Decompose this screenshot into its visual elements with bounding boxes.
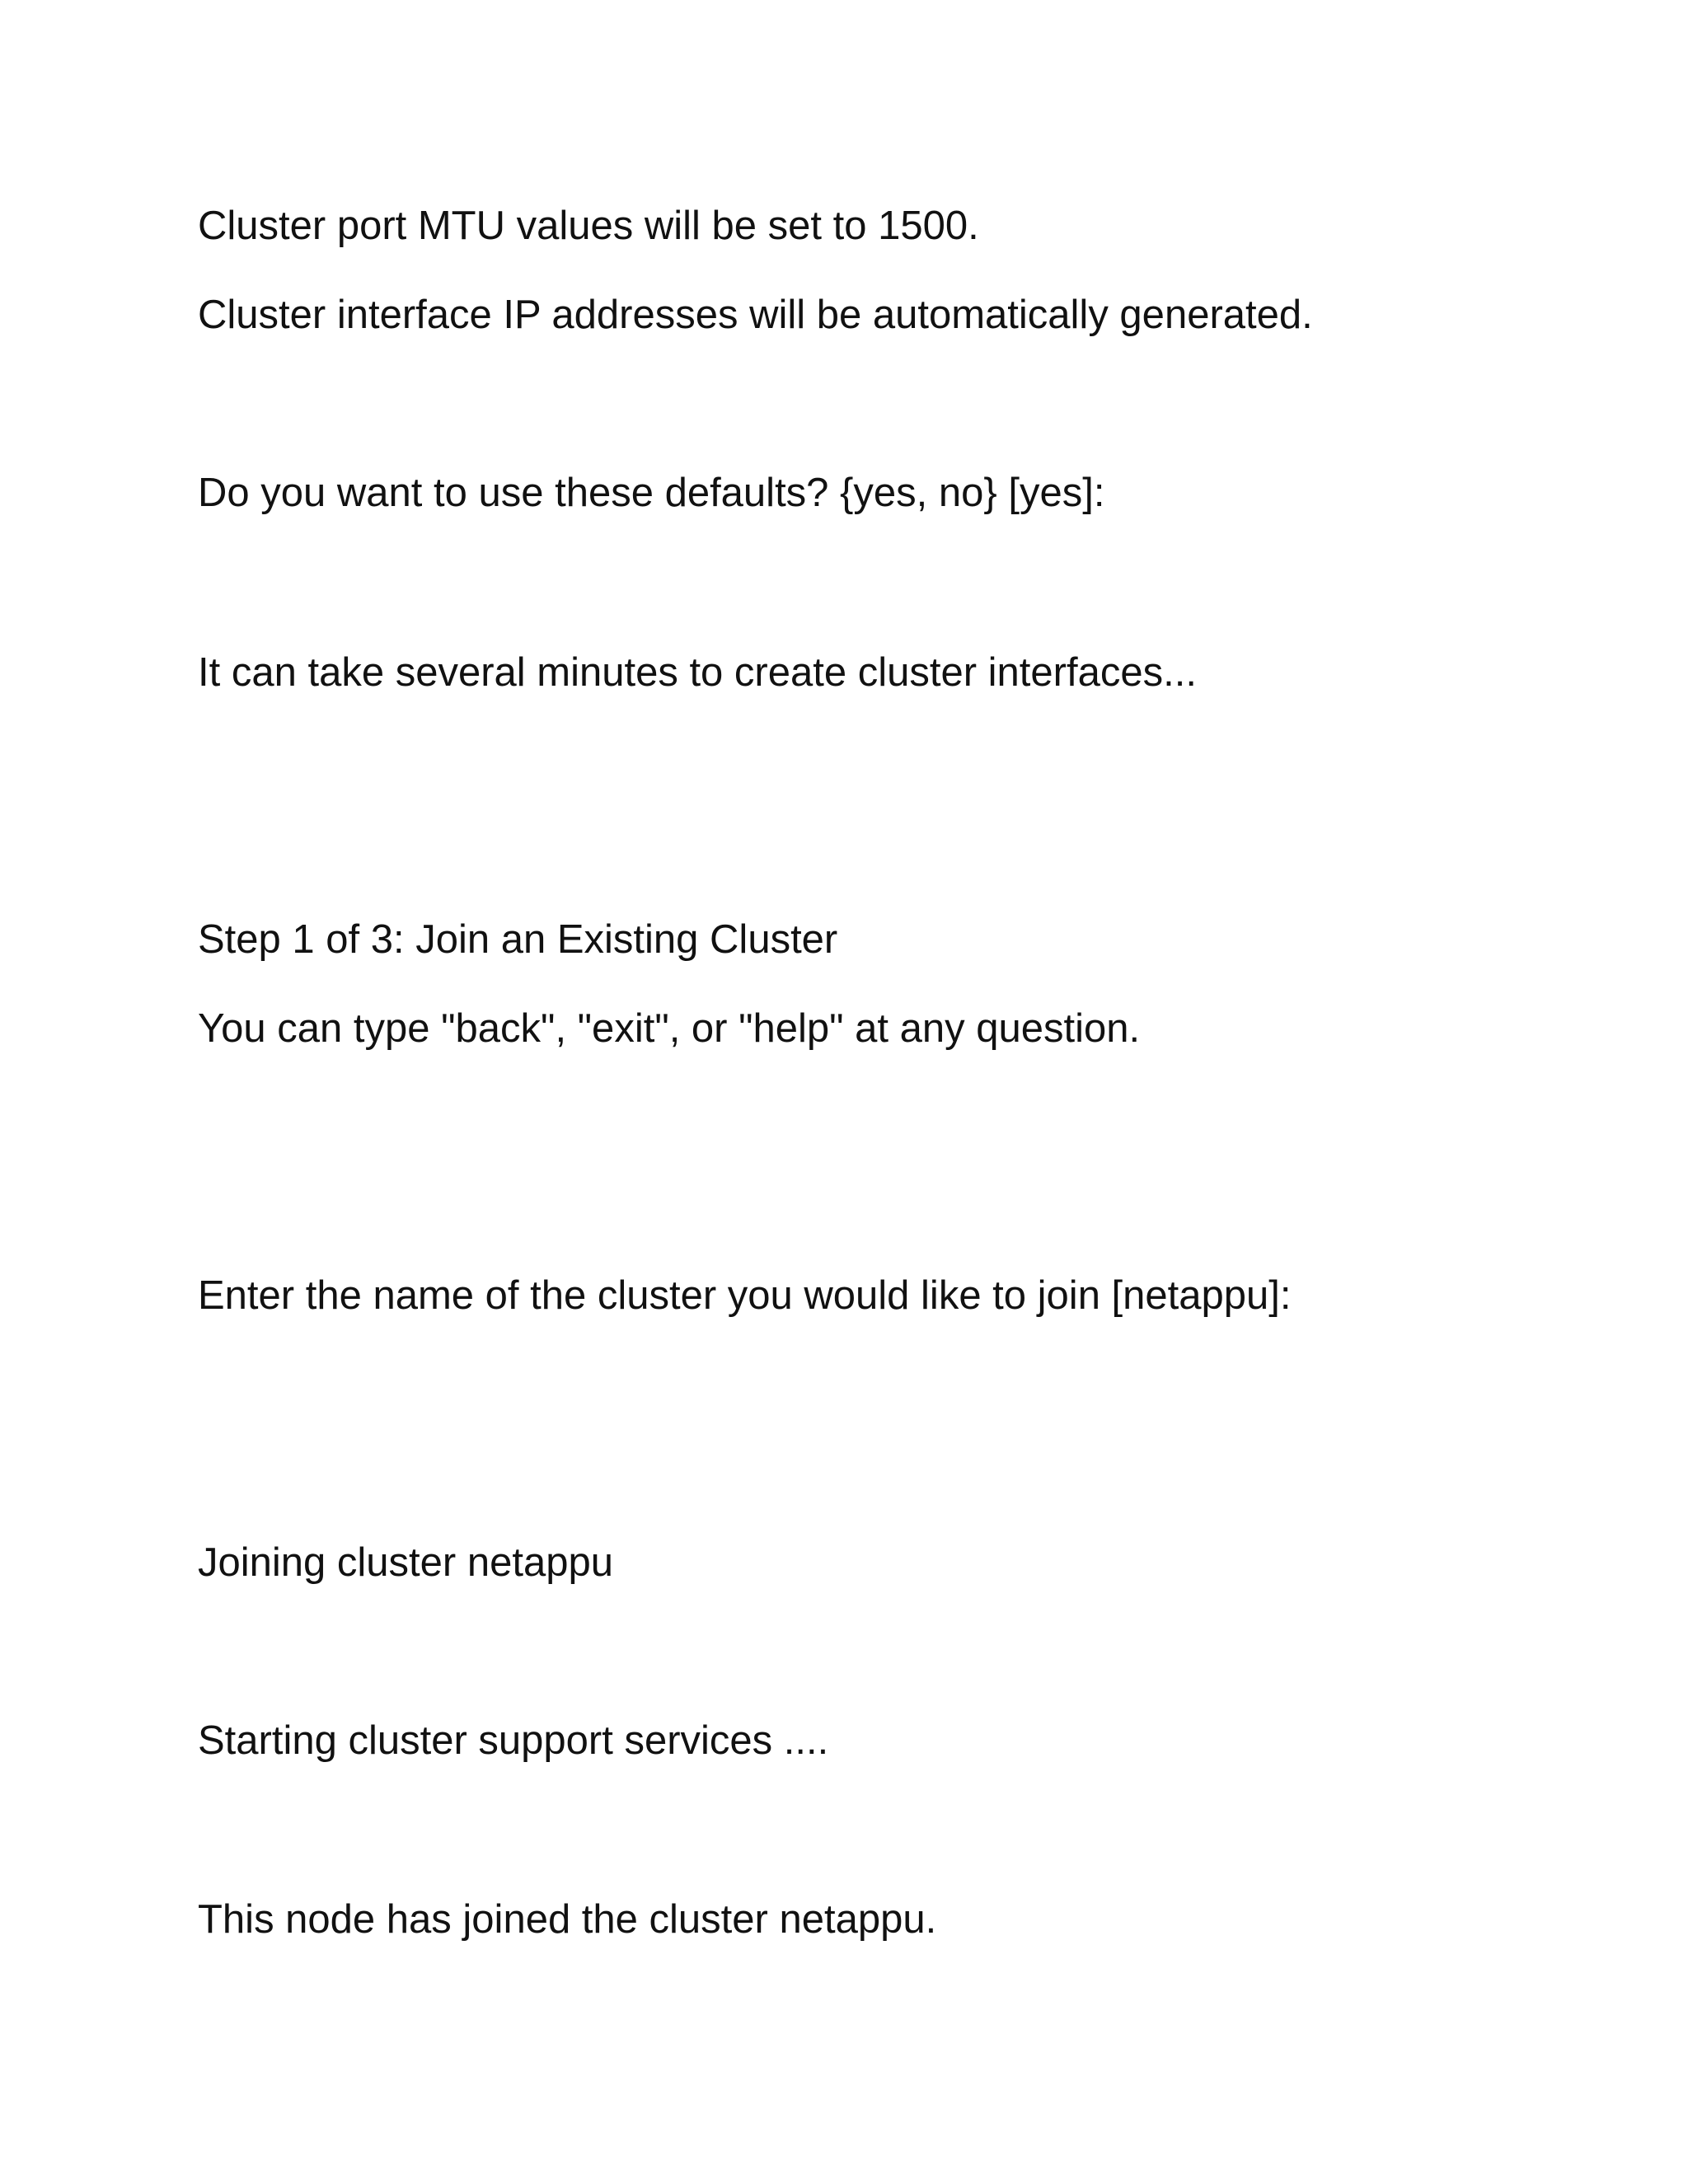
cluster-name-prompt-line: Enter the name of the cluster you would like to join [netappu]:: [198, 1273, 1292, 1318]
step-heading-line: Step 1 of 3: Join an Existing Cluster: [198, 917, 838, 962]
create-interfaces-line: It can take several minutes to create cluster interfaces...: [198, 650, 1197, 695]
joined-cluster-line: This node has joined the cluster netappu.: [198, 1897, 937, 1942]
mtu-info-line: Cluster port MTU values will be set to 1500.: [198, 204, 979, 248]
starting-services-line: Starting cluster support services ....: [198, 1718, 829, 1763]
defaults-prompt-line: Do you want to use these defaults? {yes, no} [yes]:: [198, 471, 1105, 515]
ip-info-line: Cluster interface IP addresses will be automatically generated.: [198, 293, 1313, 337]
help-instructions-line: You can type "back", "exit", or "help" at any question.: [198, 1006, 1141, 1051]
joining-cluster-line: Joining cluster netappu: [198, 1540, 613, 1585]
